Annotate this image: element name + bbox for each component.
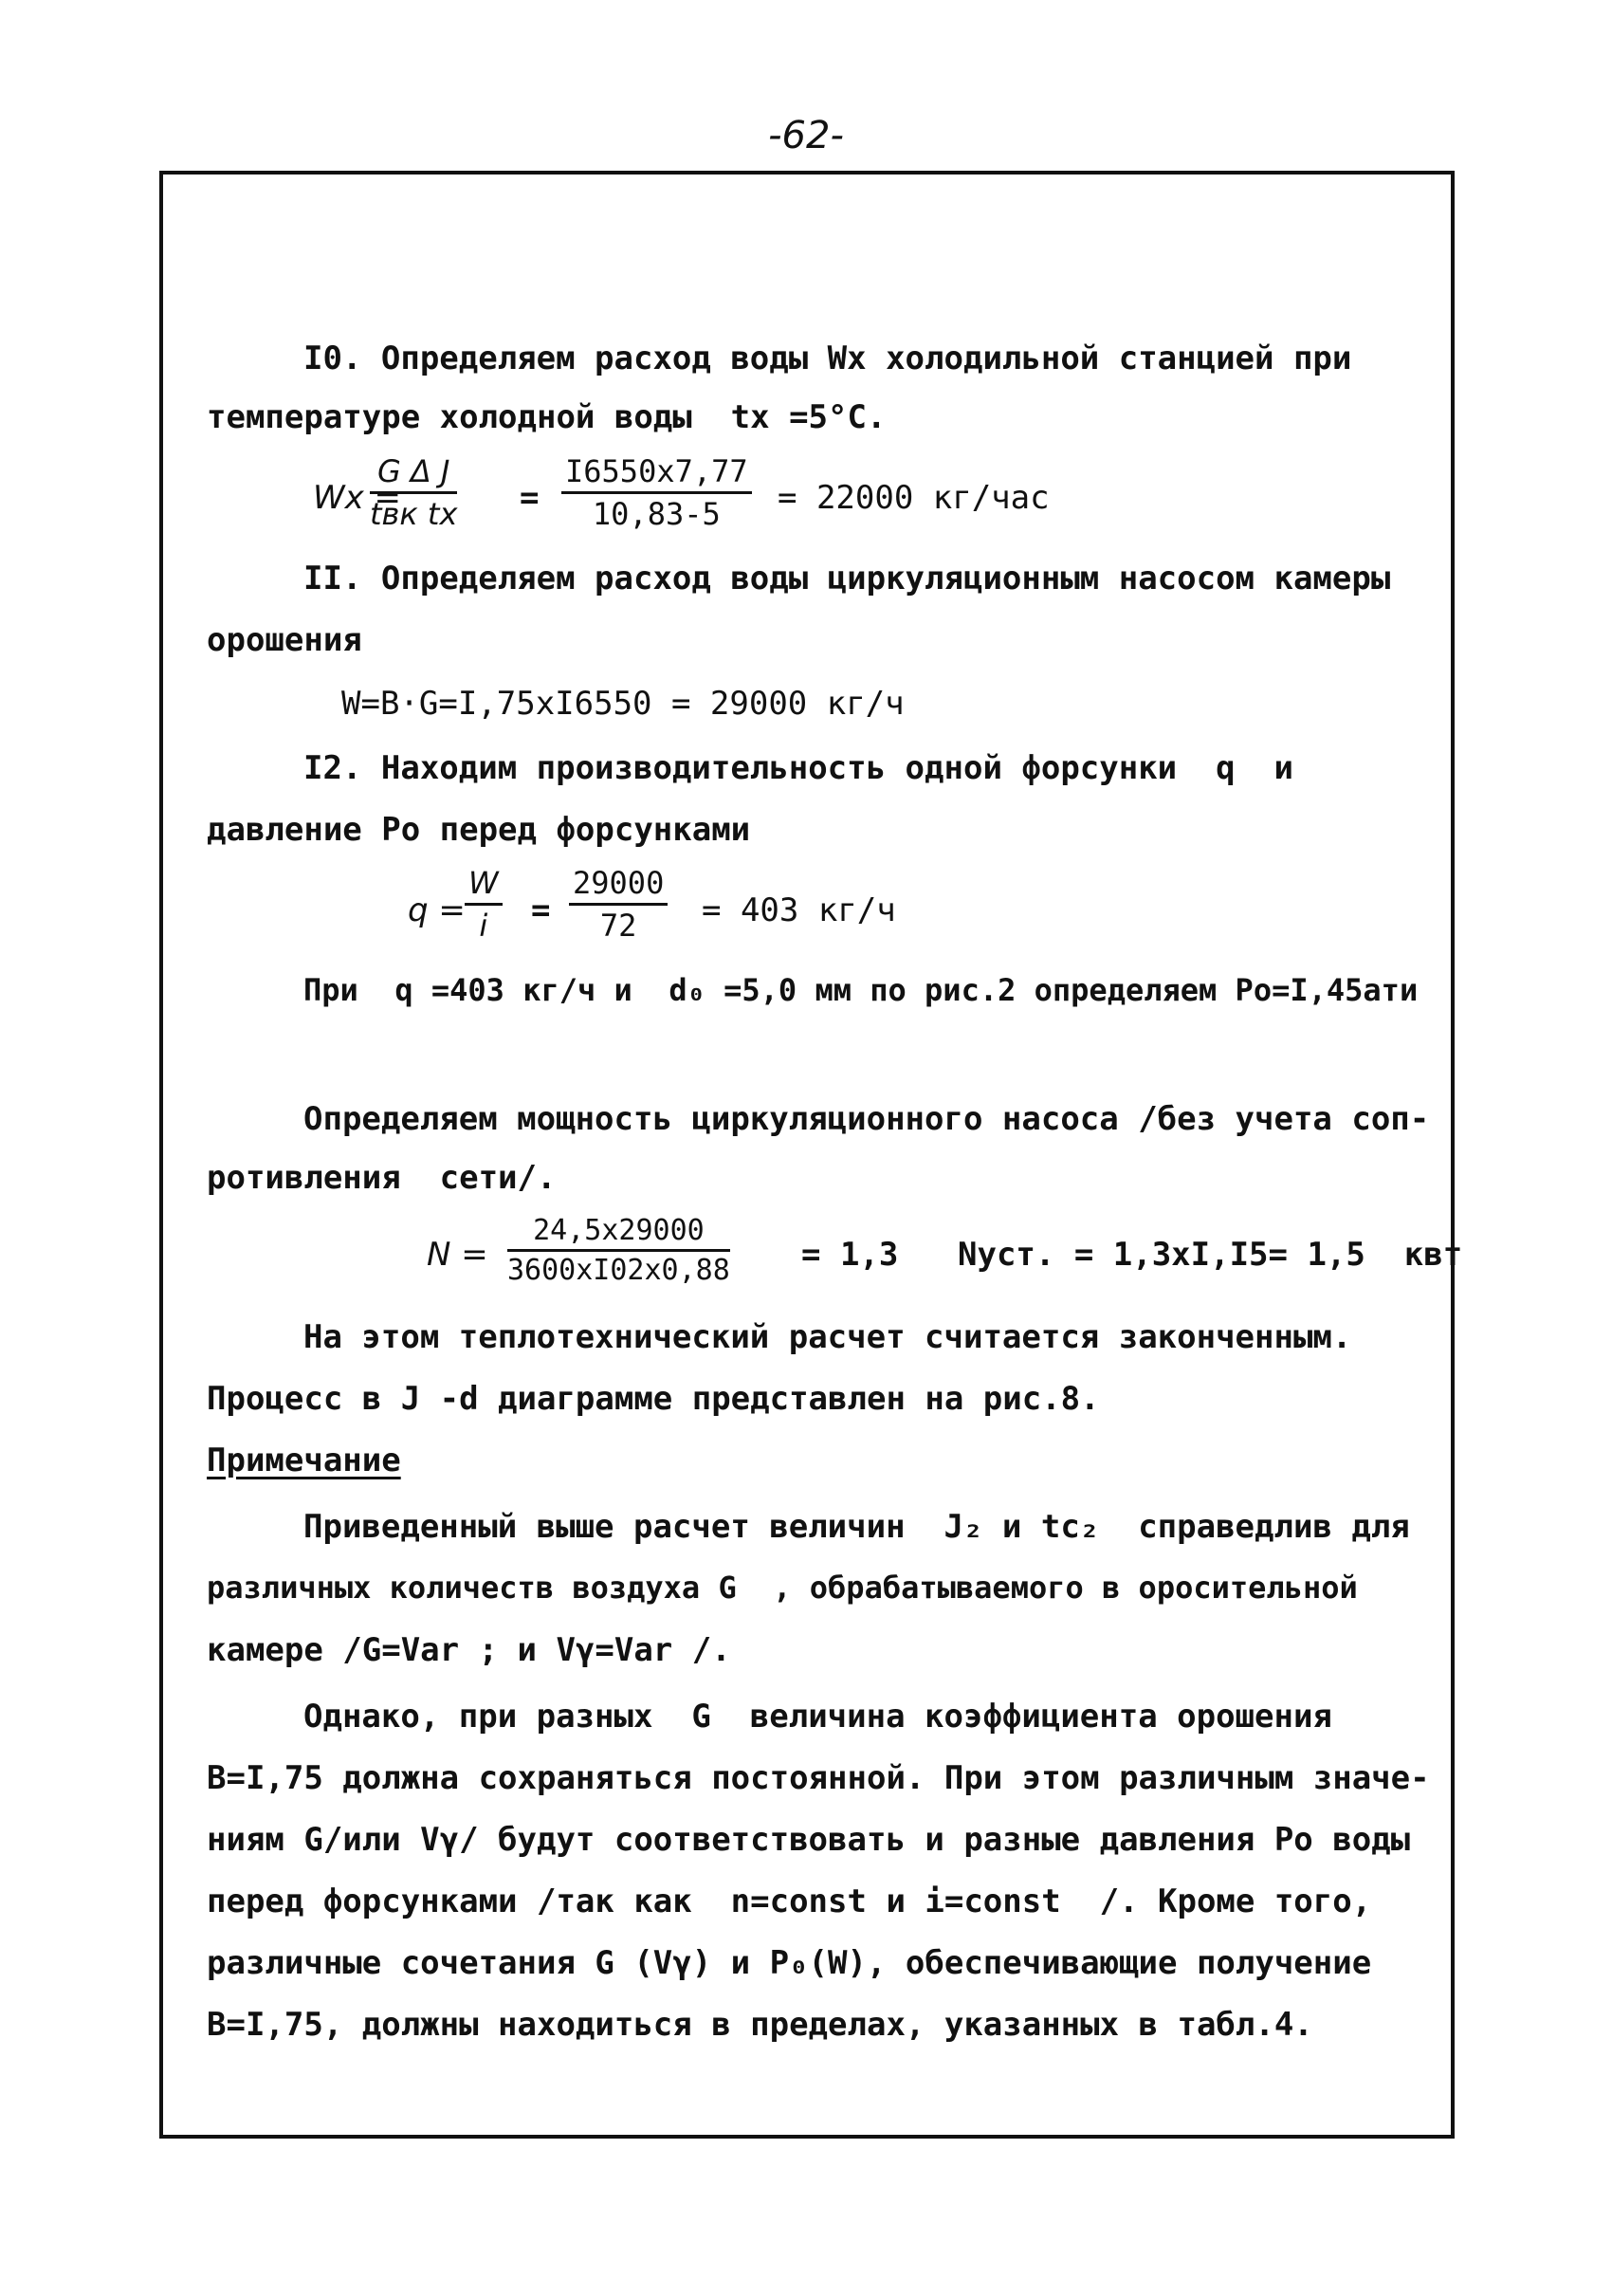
- step10-line1: I0. Определяем расход воды Wx холодильной станцией при: [303, 340, 1352, 377]
- note-p1-line2: различных количеств воздуха G , обрабатываемого в оросительной: [207, 1570, 1358, 1606]
- note-p2-line4: перед форсунками /так как n=const и i=const /. Кроме того,: [207, 1883, 1372, 1920]
- page-number: -62-: [768, 114, 844, 157]
- power-line2: ротивления сети/.: [207, 1159, 557, 1197]
- power-fraction: [507, 1214, 730, 1287]
- power-line1: Определяем мощность циркуляционного насоса /без учета соп-: [303, 1100, 1430, 1138]
- power-den: 3600xI02x0,88: [507, 1254, 730, 1287]
- note-p2-line6: B=I,75, должны находиться в пределах, указанных в табл.4.: [207, 2006, 1313, 2044]
- conclusion-line2: Процесс в J -d диаграмме представлен на рис.8.: [207, 1380, 1100, 1418]
- step10-num1: G Δ J: [370, 453, 457, 494]
- step10-eq: =: [520, 479, 540, 517]
- step12-den2: 72: [599, 908, 637, 944]
- step11-formula: W=B·G=I,75xI6550 = 29000 кг/ч: [341, 685, 905, 723]
- step10-line2: температуре холодной воды tx =5°C.: [207, 398, 887, 436]
- step10-num2: I6550x7,77: [561, 453, 752, 494]
- step10-den2: 10,83-5: [592, 496, 721, 532]
- note-p2-line2: B=I,75 должна сохраняться постоянной. При этом различным значе-: [207, 1759, 1430, 1797]
- note-p2-line1: Однако, при разных G величина коэффициента орошения: [303, 1698, 1332, 1736]
- step12-lhs: q =: [408, 891, 466, 929]
- step10-fraction2: [561, 453, 752, 532]
- step12-result: = 403 кг/ч: [702, 891, 896, 929]
- step10-lhs: Wx =: [313, 479, 402, 517]
- step12-line1: I2. Находим производительность одной форсунки q и: [303, 749, 1293, 787]
- step12-fraction2: [569, 865, 668, 944]
- step12-num2: 29000: [569, 865, 668, 906]
- step10-den1: tвк tx: [370, 496, 458, 532]
- note-p1-line1: Приведенный выше расчет величин J₂ и tc₂ справедлив для: [303, 1508, 1410, 1546]
- step12-line3: При q =403 кг/ч и d₀ =5,0 мм по рис.2 определяем Po=I,45ати: [303, 972, 1419, 1008]
- power-lhs: N =: [427, 1236, 488, 1274]
- power-num: 24,5x29000: [507, 1214, 730, 1252]
- note-p2-line3: ниям G/или Vγ/ будут соответствовать и разные давления Po воды: [207, 1821, 1411, 1859]
- note-p1-line3: камере /G=Var ; и Vγ=Var /.: [207, 1631, 731, 1669]
- note-heading: Примечание: [207, 1442, 401, 1479]
- conclusion-line1: На этом теплотехнический расчет считается законченным.: [303, 1318, 1352, 1356]
- step12-fraction1: [465, 865, 503, 944]
- step10-fraction1: [370, 453, 457, 532]
- power-installed: Nуст. = 1,3xI,I5= 1,5 квт: [958, 1236, 1463, 1274]
- step12-num1: W: [465, 865, 503, 906]
- step10-result: = 22000 кг/час: [778, 479, 1050, 517]
- step12-line2: давление Po перед форсунками: [207, 811, 751, 849]
- power-result: = 1,3: [801, 1236, 899, 1274]
- step11-line2: орошения: [207, 621, 362, 659]
- step11-line1: II. Определяем расход воды циркуляционным насосом камеры: [303, 560, 1391, 597]
- step12-den1: i: [479, 908, 488, 944]
- note-p2-line5: различные сочетания G (Vγ) и P₀(W), обеспечивающие получение: [207, 1944, 1372, 1982]
- step12-eq: =: [531, 891, 551, 929]
